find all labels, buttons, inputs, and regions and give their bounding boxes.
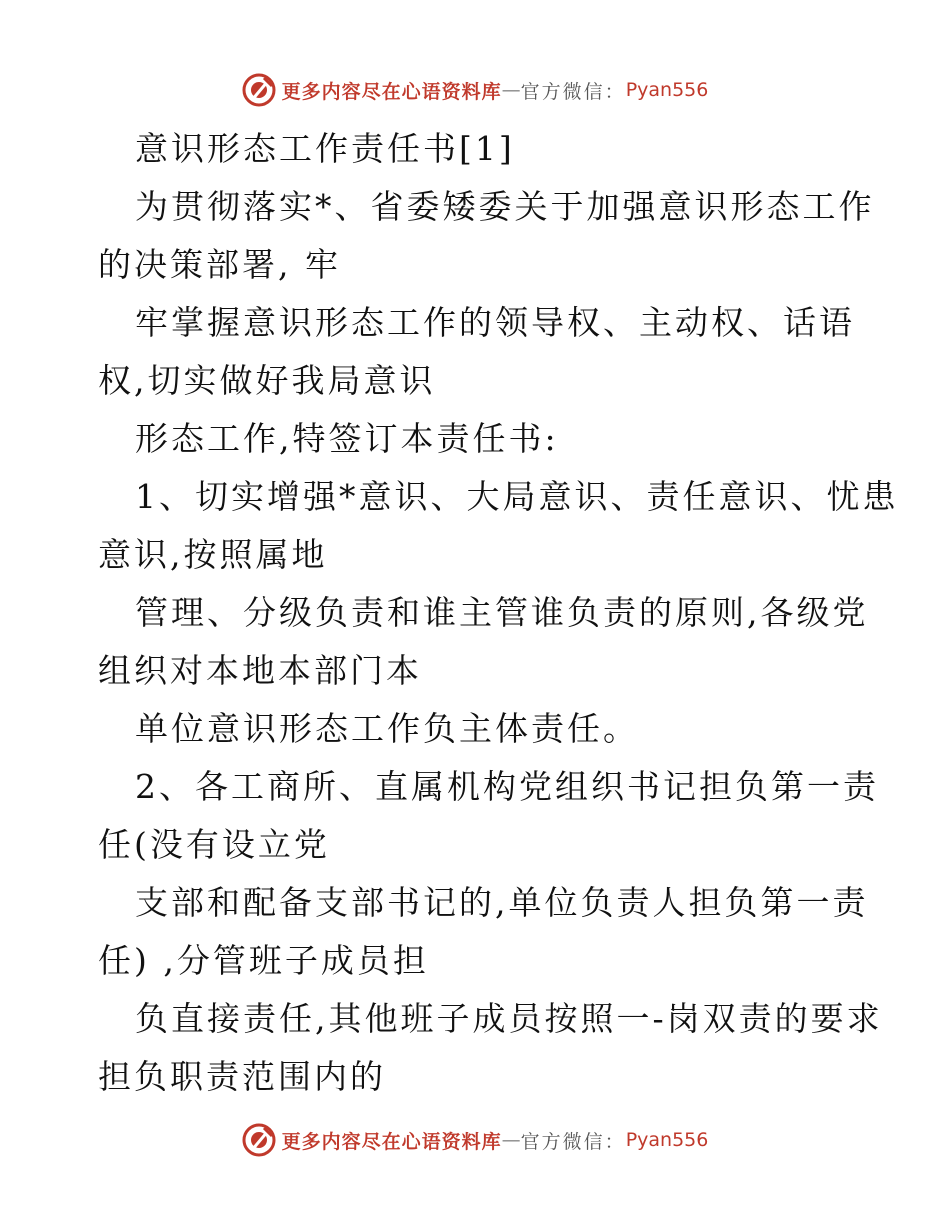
watermark-wechat-label: 官方微信：: [520, 80, 626, 103]
watermark-lead-text: 更多内容尽在心语资料库: [281, 1130, 502, 1153]
text-line: 管理、分级负责和谁主管谁负责的原则,各级党: [135, 593, 869, 632]
text-line: 组织对本地本部门本: [98, 651, 422, 690]
footer-watermark: [0, 1120, 950, 1160]
text-line: 2、各工商所、直属机构党组织书记担负第一责: [135, 767, 879, 806]
text-line: 为贯彻落实*、省委矮委关于加强意识形态工作: [135, 187, 875, 226]
document-title: 意识形态工作责任书[1]: [135, 129, 515, 168]
text-line: 负直接责任,其他班子成员按照一-岗双责的要求: [135, 999, 883, 1038]
text-line: 单位意识形态工作负主体责任。: [135, 709, 639, 748]
text-line: 担负职责范围内的: [98, 1057, 386, 1096]
watermark-wechat-label: 官方微信：: [520, 1130, 626, 1153]
watermark-wechat-id: Pyan556: [625, 1129, 709, 1151]
text-line: 任) ,分管班子成员担: [98, 941, 429, 980]
watermark-lead-text: 更多内容尽在心语资料库: [281, 80, 502, 103]
document-body: [98, 120, 899, 1106]
library-logo-icon: [242, 73, 276, 107]
text-line: 意识,按照属地: [98, 535, 328, 574]
text-line: 牢掌握意识形态工作的领导权、主动权、话语: [135, 303, 855, 342]
text-line: 支部和配备支部书记的,单位负责人担负第一责: [135, 883, 869, 922]
text-line: 形态工作,特签订本责任书:: [135, 419, 559, 458]
text-line: 的决策部署, 牢: [98, 245, 341, 284]
watermark-dash: —: [501, 1129, 521, 1151]
text-line: 任(没有设立党: [98, 825, 330, 864]
watermark-dash: —: [501, 79, 521, 101]
watermark-wechat-id: Pyan556: [625, 79, 709, 101]
text-line: 1、切实增强*意识、大局意识、责任意识、忧患: [135, 477, 899, 516]
text-line: 权,切实做好我局意识: [98, 361, 436, 400]
library-logo-icon: [242, 1123, 276, 1157]
header-watermark: [0, 70, 950, 110]
